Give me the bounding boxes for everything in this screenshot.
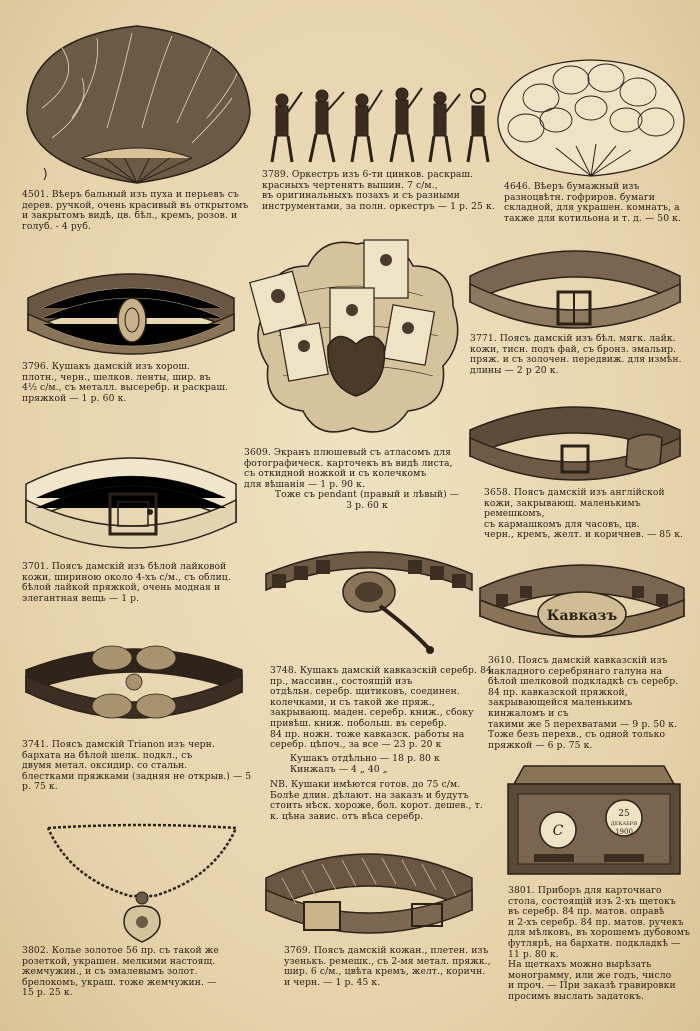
devil-orchestra-illustration [262, 82, 494, 168]
card-set-illustration [504, 764, 684, 884]
caption-sash-caucasian: 3748. Кушакъ дамскій кавказскій серебр. 84 пр., массивн., состоящій изъ отдѣльн. серебр. щитиковъ, соединен. колечками, и съ такой же пряж., закрывающ. маден. серебр. книж., сбоку привѣш. книж. побольш. въ серебр. 84 пр. ножн. тоже кавказск. работы на серебр. цѣпоч., за все — 23 р. 20 к [270, 665, 492, 751]
brush-year-engraving: 1900 [615, 828, 633, 836]
caption-sash-caucasian-prices: Кушакъ отдѣльно — 18 р. 80 к Кинжалъ — 4 „ 40 „ [290, 753, 440, 775]
caption-fan-feather: 4501. Вѣеръ бальный изъ пуха и перьевъ съ дерев. ручкой, очень красивый въ открытомъ и закрытомъ видѣ, цв. бѣл., кремъ, розов. и голуб. - 4 руб. [22, 189, 249, 232]
brush-month-engraving: ДЕКАБРЯ [610, 821, 638, 827]
caption-photo-screen: 3609. Экранъ плюшевый съ атласомъ для фотографическ. карточекъ въ видѣ листа, съ откидной ножкой и съ колечкомъ для вѣшанія — 1 р. 90 к. [244, 447, 453, 490]
belt-engraving: Кавказъ [546, 608, 618, 624]
white-belt-illustration [22, 438, 240, 558]
galloon-belt-illustration [476, 548, 688, 650]
paper-fan-illustration [496, 58, 686, 178]
caption-photo-screen-pendant: Тоже съ pendant (правый и лѣвый) — 3 р. 60 к [274, 489, 460, 511]
silk-sash-illustration [22, 258, 240, 356]
trianon-belt-illustration [22, 630, 246, 736]
necklace-illustration [44, 818, 240, 944]
caption-belt-woven: 3769. Поясъ дамскій кожан., плетен. изъ узенькъ. ремешк., съ 2-мя метал. пряжк., шир. 6 с/м., цвѣта кремъ, желт., коричн. и черн. — 1 р. 45 к. [284, 945, 491, 988]
suede-belt-illustration [466, 236, 684, 330]
caption-sash-silk: 3796. Кушакъ дамскій изъ хорош. плотн., черн., шелков. ленты, шир. въ 4½ с/м., съ металл. высеребр. и раскраш. пряжкой — 1 р. 60 к. [22, 361, 229, 404]
caption-belt-galloon: 3610. Поясъ дамскій кавказскій изъ накладного серебрянаго галуна на бѣлой шелковой подкладкѣ съ серебр. 84 пр. кавказской пряжкой, закрывающейся маленькимъ кинжаломъ и съ такими же 5 перехватами — 9 р. 50 к. Тоже безъ перехв., съ одной только пряжкой — 6 р. 75 к. [488, 655, 679, 751]
english-belt-illustration [466, 394, 684, 484]
caucasian-sash-illustration [262, 530, 476, 654]
caption-devil-orchestra: 3789. Оркестръ изъ 6-ти цинков. раскраш. красныхъ чертенятъ вышин. 7 с/м., въ оригинальныхъ позахъ и съ разными инструментами, за полн. оркестръ — 1 р. 25 к. [262, 169, 495, 212]
brush-monogram: С [552, 823, 564, 839]
caption-sash-caucasian-note: NB. Кушаки имѣются готов. до 75 с/м. Болѣе длин. дѣлают. на заказъ и будутъ стоить нѣск. хороже, бол. корот. дешев., т. к. цѣна завис. отъ вѣса серебр. [270, 779, 483, 822]
photo-screen-illustration [248, 236, 466, 446]
caption-belt-white: 3701. Поясъ дамскій изъ бѣлой лайковой кожи, шириною около 4-хъ с/м., съ облиц. бѣлой лайкой пряжкой, очень модная и элегантная вещь — 1 р. [22, 561, 231, 604]
caption-card-set: 3801. Приборъ для карточнаго стола, состоящій изъ 2-хъ щетокъ въ серебр. 84 пр. матов. оправѣ и 2-хъ серебр. 84 пр. матов. ручекъ для мѣлковъ, въ хорошемъ дубовомъ футлярѣ, на бархатн. подкладкѣ — 11 р. 80 к. На щеткахъ можно вырѣзать монограмму, или же годъ, число и проч. — При заказѣ гравировки просимъ выслать задатокъ. [508, 885, 690, 1002]
caption-belt-english: 3658. Поясъ дамскій изъ англійской кожи, закрывающ. маленькимъ ремешкомъ, съ кармашкомъ для часовъ, цв. черн., кремъ, желт. и коричнев. — 85 к. [484, 487, 684, 541]
caption-necklace: 3802. Колье золотое 56 пр. съ такой же розеткой, украшен. мелкими настоящ. жемчужин., и съ эмалевымъ золот. брелокомъ, украш. тоже жемчужин. — 15 р. 25 к. [22, 945, 219, 999]
feather-fan-illustration [22, 18, 252, 188]
caption-fan-paper: 4646. Вѣеръ бумажный изъ разноцвѣтн. гофриров. бумаги складной, для украшен. комнатъ, а также для котильона и т. д. — 50 к. [504, 181, 682, 224]
caption-belt-trianon: 3741. Поясъ дамскій Trianon изъ черн. бархата на бѣлой шелк. подкл., съ двумя метал. оксидир. со стальн. блестками пряжками (задняя не открыв.) — 5 р. 75 к. [22, 739, 252, 793]
caption-belt-suede: 3771. Поясъ дамскій изъ бѣл. мягк. лайк. кожи, тисн. подъ фай, съ бронз. эмальир. пряж. и съ золочен. передвиж. для измѣн. длины — 2 р 20 к. [470, 333, 682, 376]
brush-day-engraving: 25 [618, 809, 630, 819]
woven-belt-illustration [262, 838, 476, 940]
